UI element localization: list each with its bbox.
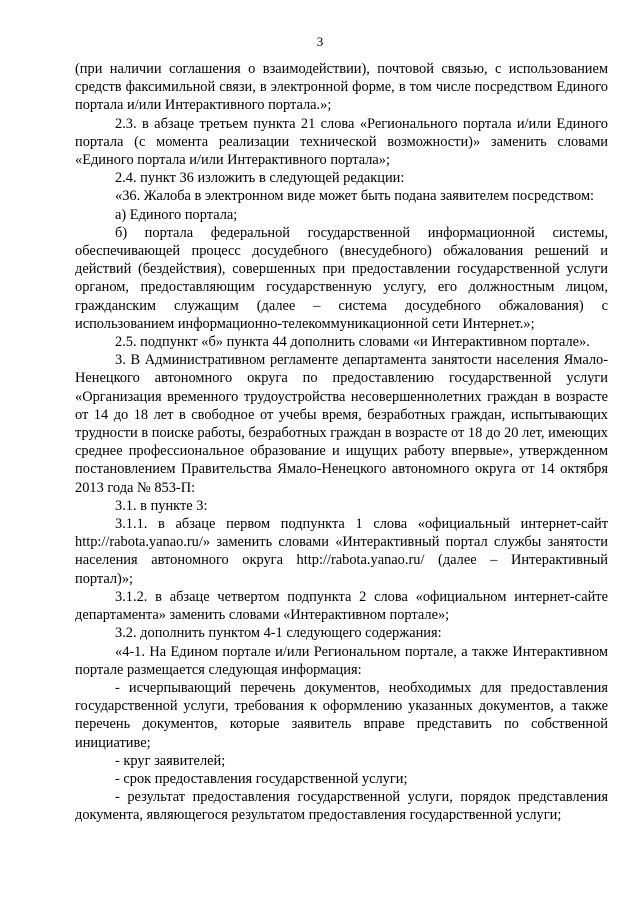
document-body xyxy=(75,60,608,825)
paragraph: б) портала федеральной государственной информационной системы, обеспечивающей процесс досудебного (внесудебного) обжалования решений и действий (бездействия), совершенных при предоставлении государственной услуги органом, предоставляющим государственную услугу, его должностным лицом, гражданским служащим (далее – система досудебного обжалования) с использованием информационно-телекоммуникационной сети Интернет.»; xyxy=(75,224,608,332)
paragraph: 3. В Административном регламенте департамента занятости населения Ямало-Ненецкого автономного округа по предоставлению государственной услуги «Организация временного трудоустройства несовершеннолетних граждан в возрасте от 14 до 18 лет в свободное от учебы время, безработных граждан, испытывающих трудности в поиске работы, безработных граждан в возрасте от 18 до 20 лет, имеющих среднее профессиональное образование и ищущих работу впервые», утвержденном постановлением Правительства Ямало-Ненецкого автономного округа от 14 октября 2013 года № 853-П: xyxy=(75,352,608,496)
paragraph: 2.4. пункт 36 изложить в следующей редакции: xyxy=(115,170,405,187)
paragraph: 3.2. дополнить пунктом 4-1 следующего содержания: xyxy=(115,625,442,642)
paragraph: - исчерпывающий перечень документов, необходимых для предоставления государственной услуги, требования к оформлению указанных документов, а также перечень документов, которые заявитель вправе представить по собственной инициативе; xyxy=(75,679,608,751)
paragraph: 2.5. подпункт «б» пункта 44 дополнить словами «и Интерактивном портале». xyxy=(115,334,590,351)
paragraph: «36. Жалоба в электронном виде может быть подана заявителем посредством: xyxy=(115,188,595,205)
paragraph: - результат предоставления государственной услуги, порядок представления документа, являющегося результатом предоставления государственной услуги; xyxy=(75,789,608,824)
paragraph: - круг заявителей; xyxy=(115,752,226,769)
paragraph: 3.1.1. в абзаце первом подпункта 1 слова «официальный интернет-сайт http://rabota.yanao.ru/» заменить словами «Интерактивный портал службы занятости населения автономного округа http://rabota.yanao.ru/ (далее – Интерактивный портал)»; xyxy=(75,516,608,587)
paragraph: «4-1. На Едином портале и/или Региональном портале, а также Интерактивном портале размещается следующая информация: xyxy=(75,643,608,678)
paragraph: 3.1. в пункте 3: xyxy=(115,497,208,514)
paragraph: 3.1.2. в абзаце четвертом подпункта 2 слова «официальном интернет-сайте департамента» заменить словами «Интерактивном портале»; xyxy=(75,588,608,624)
paragraph: 2.3. в абзаце третьем пункта 21 слова «Регионального портала и/или Единого портала (с момента реализации технической возможности)» заменить словами «Единого портала и/или Интерактивного портала»; xyxy=(75,115,608,169)
paragraph: (при наличии соглашения о взаимодействии), почтовой связью, с использованием средств факсимильной связи, в электронной форме, в том числе посредством Единого портала и/или Интерактивного портала.»; xyxy=(75,61,608,114)
paragraph: - срок предоставления государственной услуги; xyxy=(115,770,408,787)
page-number: 3 xyxy=(316,34,324,49)
paragraph: а) Единого портала; xyxy=(115,206,238,223)
